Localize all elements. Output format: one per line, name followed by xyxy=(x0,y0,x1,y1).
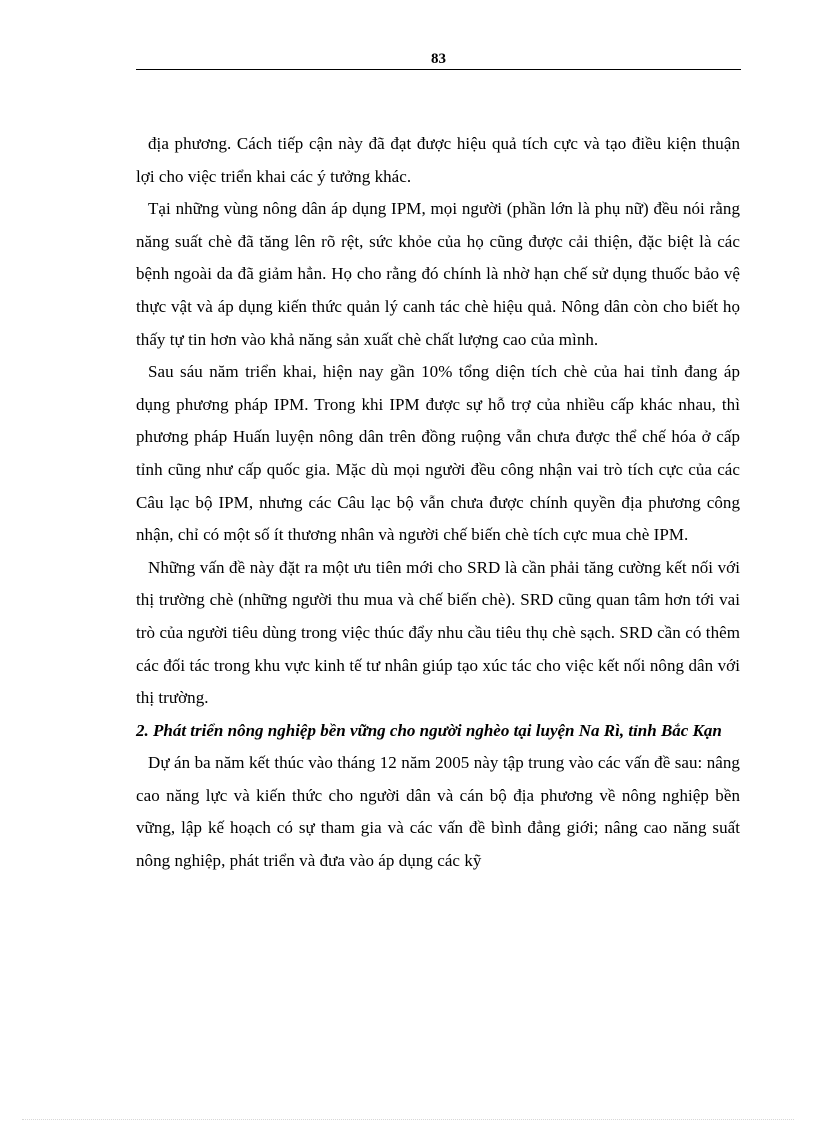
page-number: 83 xyxy=(431,51,446,67)
page-bottom-border xyxy=(22,1119,794,1120)
paragraph: Những vấn đề này đặt ra một ưu tiên mới cho SRD là cần phải tăng cường kết nối với thị trường chè (những người thu mua và chế biến chè). SRD cũng quan tâm hơn tới vai trò của người tiêu dùng trong việc thúc đẩy nhu cầu tiêu thụ chè sạch. SRD cần có thêm các đối tác trong khu vực kinh tế tư nhân giúp tạo xúc tác cho việc kết nối nông dân với thị trường. xyxy=(136,557,740,708)
page-header xyxy=(136,50,741,70)
section-heading: 2. Phát triển nông nghiệp bền vững cho người nghèo tại luyện Na Rì, tỉnh Bắc Kạn xyxy=(136,720,722,740)
paragraph: Tại những vùng nông dân áp dụng IPM, mọi người (phần lớn là phụ nữ) đều nói rằng năng suất chè đã tăng lên rõ rệt, sức khỏe của họ cũng được cải thiện, đặc biệt là các bệnh ngoài da đã giảm hẳn. Họ cho rằng đó chính là nhờ hạn chế sử dụng thuốc bảo vệ thực vật và áp dụng kiến thức quản lý canh tác chè hiệu quả. Nông dân còn cho biết họ thấy tự tin hơn vào khả năng sản xuất chè chất lượng cao của mình. xyxy=(136,199,740,349)
document-body xyxy=(136,128,740,878)
paragraph: Sau sáu năm triển khai, hiện nay gần 10% tổng diện tích chè của hai tỉnh đang áp dụng phương pháp IPM. Trong khi IPM được sự hỗ trợ của nhiều cấp khác nhau, thì phương pháp Huấn luyện nông dân trên đồng ruộng vẫn chưa được thể chế hóa ở cấp tỉnh cũng như cấp quốc gia. Mặc dù mọi người đều công nhận vai trò tích cực của các Câu lạc bộ IPM, nhưng các Câu lạc bộ vẫn chưa được chính quyền địa phương công nhận, chỉ có một số ít thương nhân và người chế biến chè tích cực mua chè IPM. xyxy=(136,362,740,545)
paragraph: địa phương. Cách tiếp cận này đã đạt được hiệu quả tích cực và tạo điều kiện thuận lợi cho việc triển khai các ý tưởng khác. xyxy=(136,134,740,186)
paragraph: Dự án ba năm kết thúc vào tháng 12 năm 2005 này tập trung vào các vấn đề sau: nâng cao năng lực và kiến thức cho người dân và cán bộ địa phương về nông nghiệp bền vững, lập kế hoạch có sự tham gia và các vấn đề bình đẳng giới; nâng cao năng suất nông nghiệp, phát triển và đưa vào áp dụng các kỹ xyxy=(136,753,740,871)
